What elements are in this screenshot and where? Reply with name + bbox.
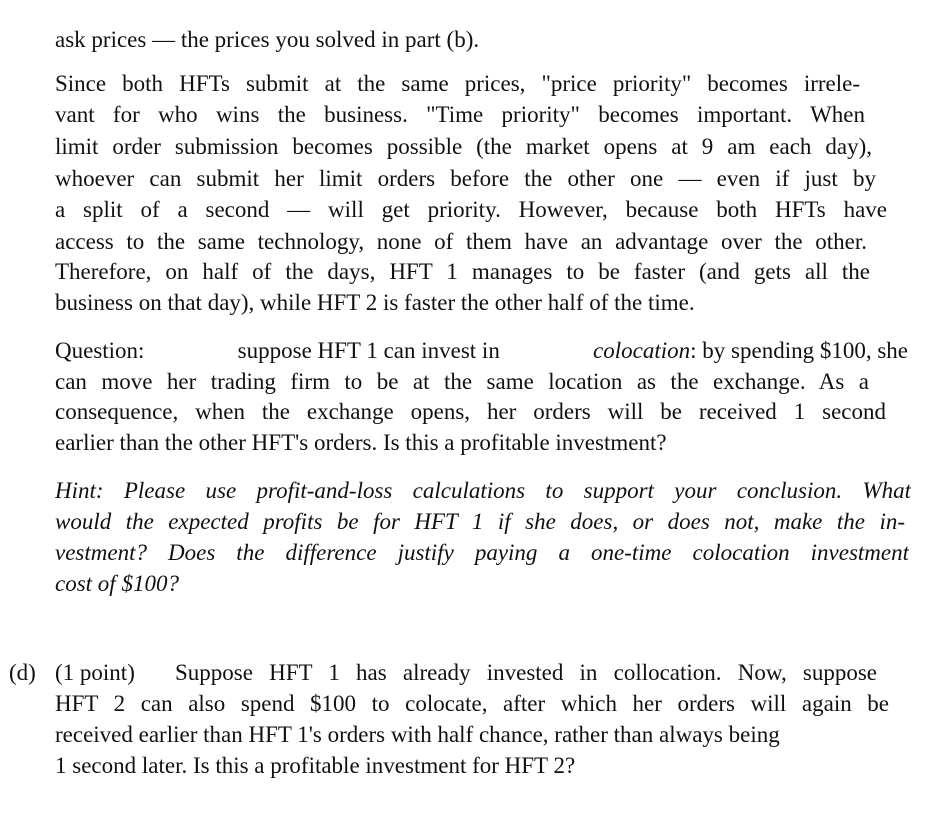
question-line: can move her trading firm to be at the same location as the exchange. As a [55,369,869,394]
paragraph-line: access to the same technology, none of them have an advantage over the other. [55,229,867,254]
paragraph-line: vant for who wins the business. "Time priority" becomes important. When [55,102,865,127]
paragraph-line: Since both HFTs submit at the same prices, "price priority" becomes irrele- [55,71,860,96]
paragraph-line: business on that day), while HFT 2 is faster the other half of the time. [55,290,695,315]
part-d-points: (1 point) [55,660,135,685]
part-d-line: Suppose HFT 1 has already invested in collocation. Now, suppose [175,660,877,685]
part-d-label: (d) [9,660,36,685]
hint-line: would the expected profits be for HFT 1 if she does, or does not, make the in- [55,509,905,534]
question-line-1-pre: suppose HFT 1 can invest in [237,338,500,363]
paragraph-line: Therefore, on half of the days, HFT 1 manages to be faster (and gets all the [55,259,870,284]
question-label: Question: [55,338,145,363]
intro-line: ask prices — the prices you solved in part (b). [55,27,480,52]
part-d-line: received earlier than HFT 1's orders with half chance, rather than always being [55,722,780,747]
colocation-term: colocation [593,338,691,363]
part-d-line: 1 second later. Is this a profitable investment for HFT 2? [55,753,576,778]
paragraph-line: limit order submission becomes possible (the market opens at 9 am each day), [55,134,872,159]
paragraph-line: whoever can submit her limit orders before the other one — even if just by [55,166,876,191]
hint-line: Hint: Please use profit-and-loss calculations to support your conclusion. What [55,478,911,503]
hint-line: vestment? Does the difference justify paying a one-time colocation investment [55,540,909,565]
paragraph-line: a split of a second — will get priority. However, because both HFTs have [55,197,887,222]
question-line: earlier than the other HFT's orders. Is this a profitable investment? [55,430,667,455]
question-line-1-post: : by spending $100, she [690,338,908,363]
part-d-line: HFT 2 can also spend $100 to colocate, after which her orders will again be [55,691,889,716]
question-line: consequence, when the exchange opens, her orders will be received 1 second [55,399,886,424]
question-first-line [55,335,908,366]
hint-line: cost of $100? [55,571,179,596]
